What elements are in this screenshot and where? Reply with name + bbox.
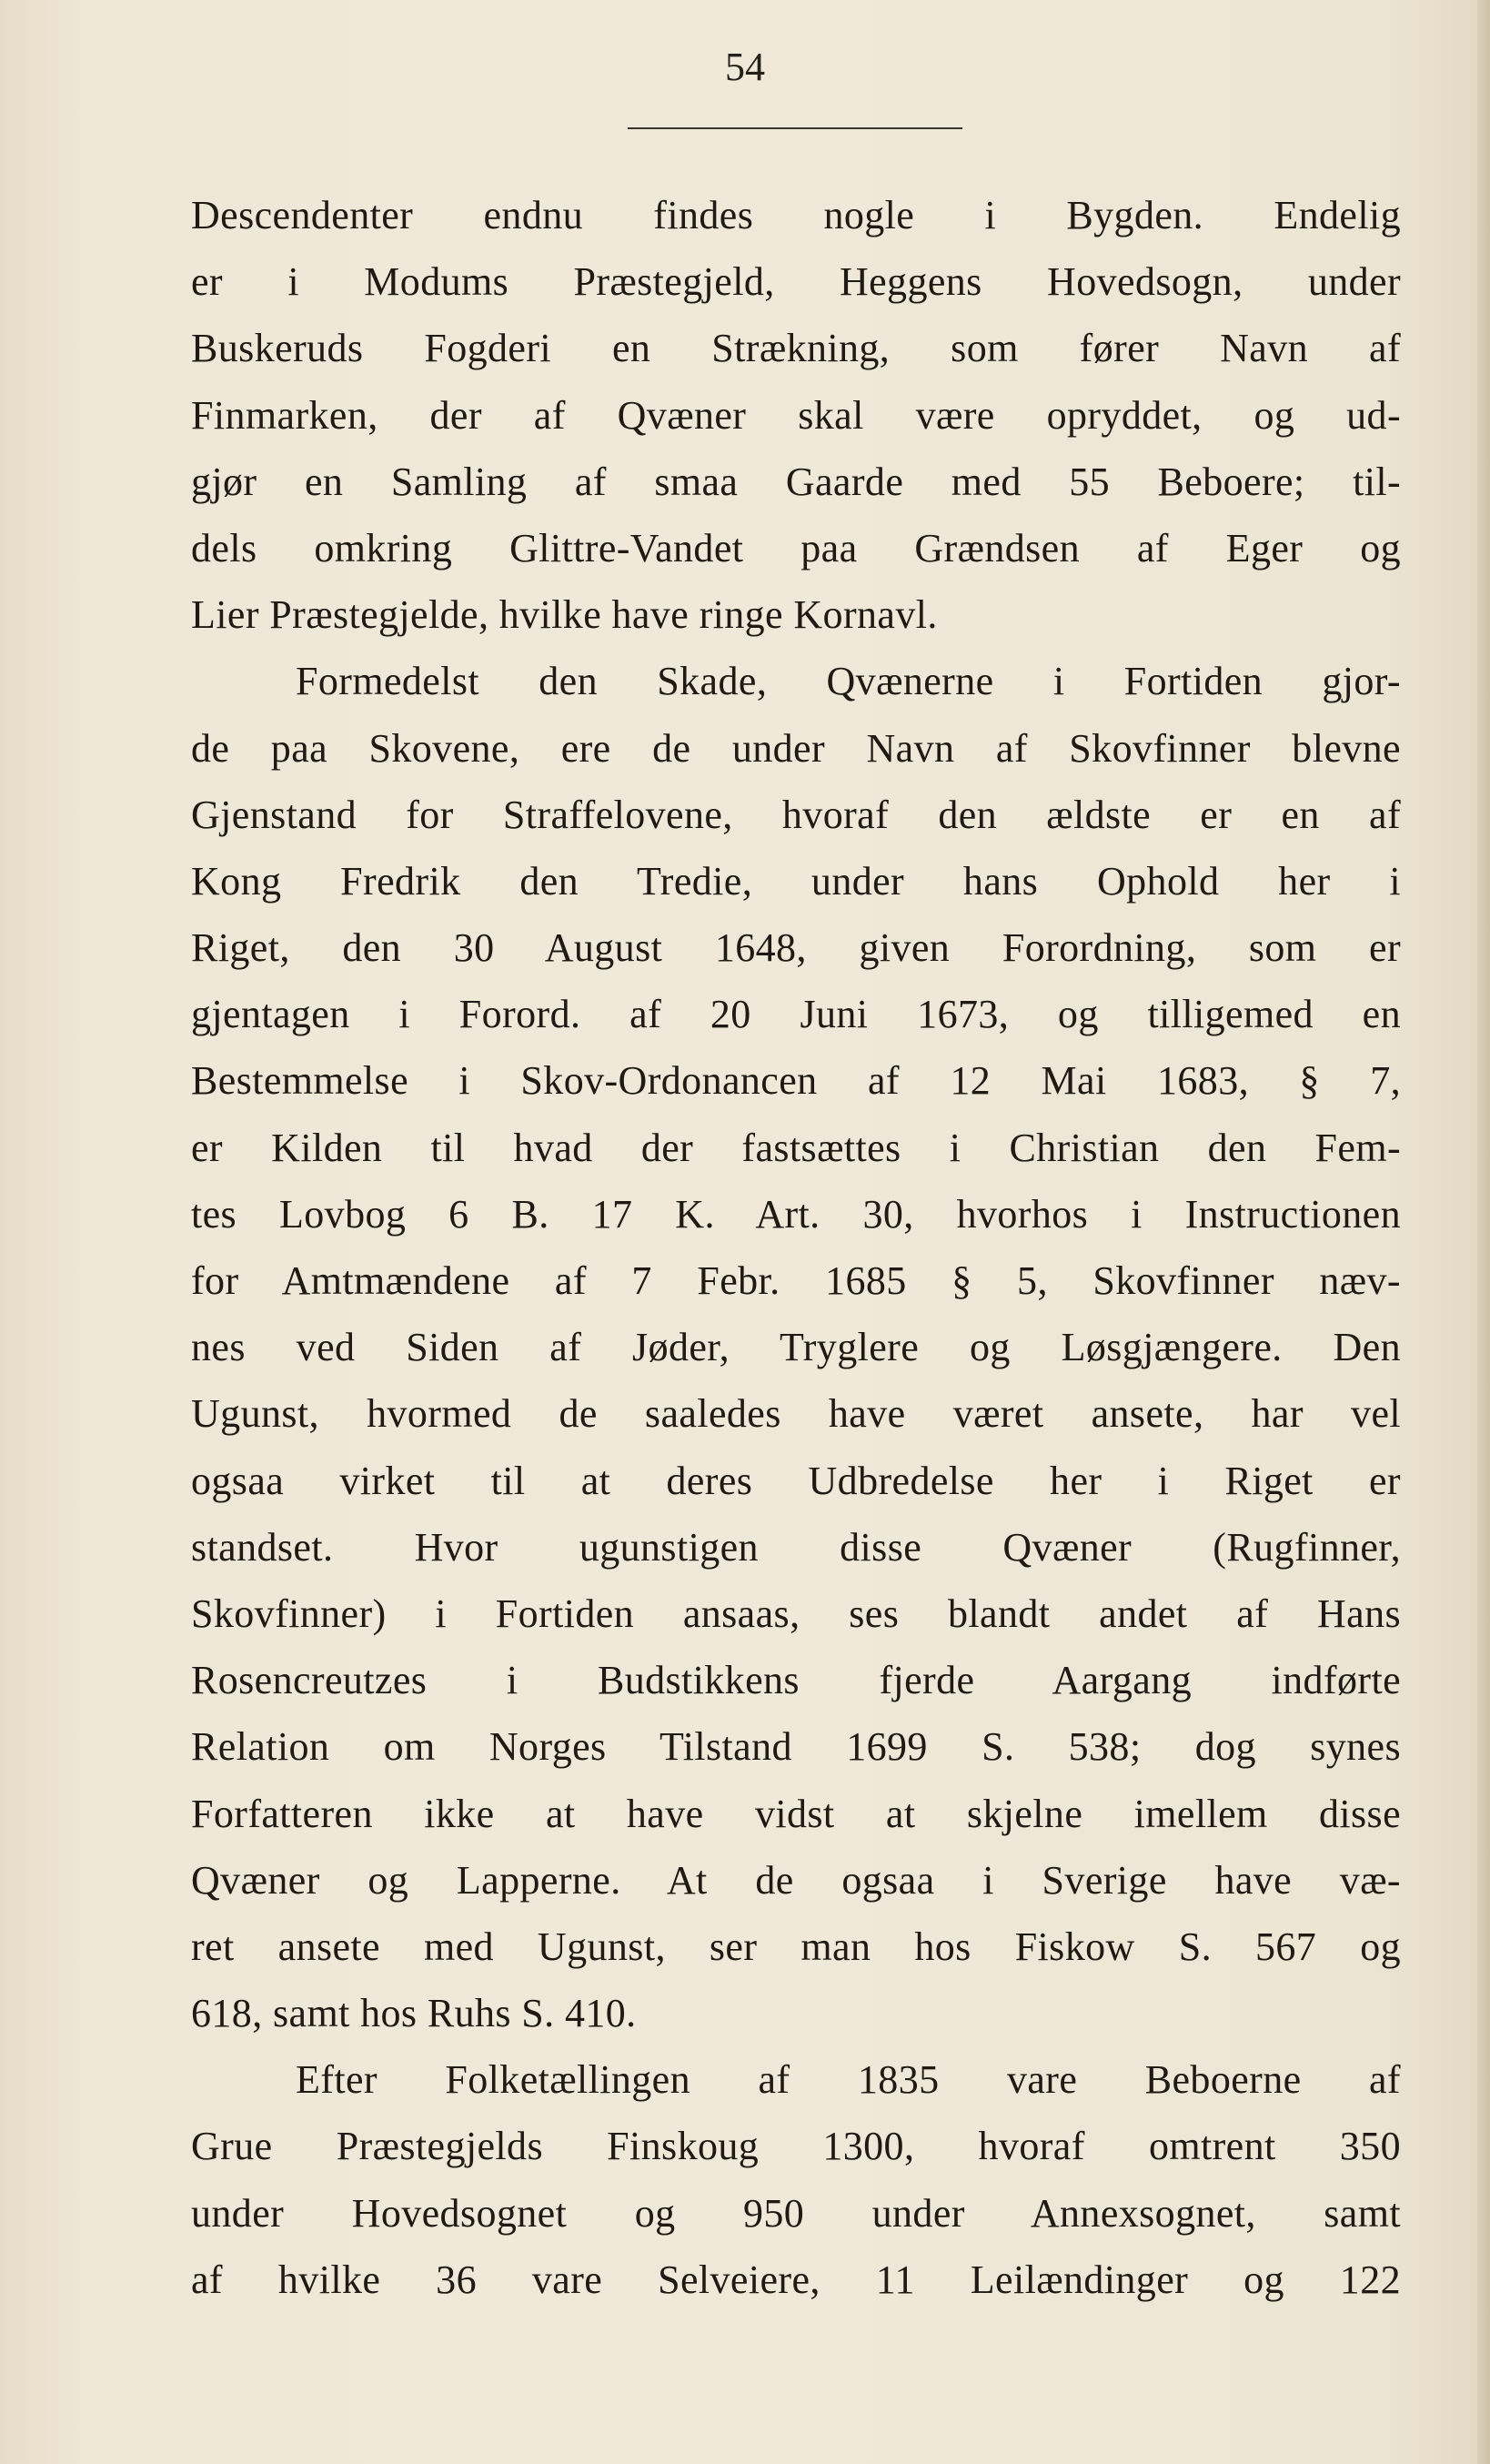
text-line: dels omkring Glittre-Vandet paa Grændsen af Eger og	[191, 525, 1401, 571]
text-line: Forfatteren ikke at have vidst at skjelne imellem disse	[191, 1791, 1401, 1836]
text-line: Bestemmelse i Skov-Ordonancen af 12 Mai 1683, § 7,	[191, 1058, 1401, 1104]
text-line: nes ved Siden af Jøder, Tryglere og Løsgjængere. Den	[191, 1325, 1401, 1370]
text-line: for Amtmændene af 7 Febr. 1685 § 5, Skovfinner næv-	[191, 1258, 1401, 1303]
text-line: er i Modums Præstegjeld, Heggens Hovedsogn, under	[191, 259, 1401, 305]
text-line: de paa Skovene, ere de under Navn af Skovfinner blevne	[191, 725, 1401, 771]
text-line: Ugunst, hvormed de saaledes have været ansete, har vel	[191, 1391, 1401, 1437]
text-line: Buskeruds Fogderi en Strækning, som fører Navn af	[191, 326, 1401, 371]
text-line: Descendenter endnu findes nogle i Bygden. Endelig	[191, 193, 1401, 237]
text-line: Skovfinner) i Fortiden ansaas, ses blandt andet af Hans	[191, 1590, 1401, 1636]
text-line: Rosencreutzes i Budstikkens fjerde Aargang indførte	[191, 1658, 1401, 1703]
text-line: Qvæner og Lapperne. At de ogsaa i Sverige have væ-	[191, 1857, 1401, 1903]
text-line: Kong Fredrik den Tredie, under hans Ophold her i	[191, 858, 1401, 904]
text-line: ret ansete med Ugunst, ser man hos Fiskow S. 567 og	[191, 1924, 1401, 1969]
text-line: gjentagen i Forord. af 20 Juni 1673, og tilligemed en	[191, 992, 1401, 1037]
text-line: er Kilden til hvad der fastsættes i Christian den Fem-	[191, 1125, 1401, 1170]
body-text	[191, 182, 1401, 2313]
text-line: tes Lovbog 6 B. 17 K. Art. 30, hvorhos i Instructionen	[191, 1191, 1401, 1237]
text-line: gjør en Samling af smaa Gaarde med 55 Beboere; til-	[191, 459, 1401, 504]
text-line: Riget, den 30 August 1648, given Forordning, som er	[191, 925, 1401, 971]
paragraph-start-line: Formedelst den Skade, Qvænerne i Fortiden gjor-	[296, 659, 1401, 704]
text-line: Grue Præstegjelds Finskoug 1300, hvoraf omtrent 350	[191, 2124, 1401, 2169]
text-line: 618, samt hos Ruhs S. 410.	[191, 1991, 637, 2036]
text-line: Lier Præstegjelde, hvilke have ringe Kornavl.	[191, 592, 938, 638]
text-line: under Hovedsognet og 950 under Annexsognet, samt	[191, 2190, 1401, 2236]
text-line: Gjenstand for Straffelovene, hvoraf den ældste er en af	[191, 792, 1401, 837]
text-line: standset. Hvor ugunstigen disse Qvæner (Rugfinner,	[191, 1524, 1401, 1570]
header-rule	[628, 127, 962, 129]
text-line: ogsaa virket til at deres Udbredelse her i Riget er	[191, 1458, 1401, 1503]
text-line: Relation om Norges Tilstand 1699 S. 538; dog synes	[191, 1724, 1401, 1770]
text-line: Finmarken, der af Qvæner skal være opryddet, og ud-	[191, 392, 1401, 438]
page-edge	[1477, 0, 1490, 2464]
paragraph-start-line: Efter Folketællingen af 1835 vare Beboerne af	[296, 2057, 1401, 2103]
text-line: af hvilke 36 vare Selveiere, 11 Leilændinger og 122	[191, 2257, 1401, 2302]
page-number: 54	[725, 45, 765, 89]
